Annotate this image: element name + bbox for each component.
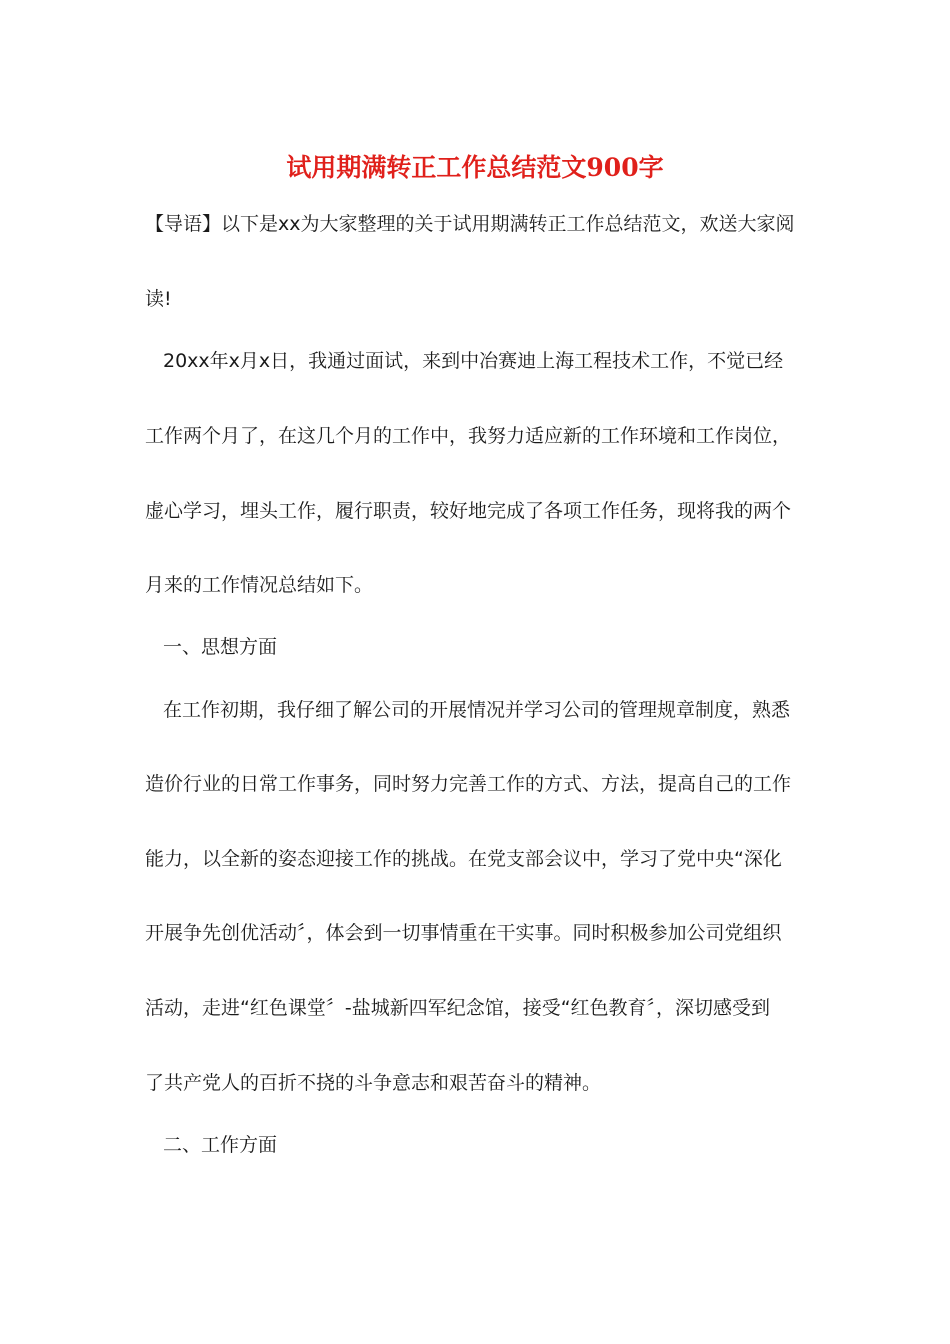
section-heading-2: 二、工作方面 bbox=[163, 1134, 278, 1156]
paragraph-2-line-3: 能力，以全新的姿态迎接工作的挑战。在党支部会议中，学习了党中央“深化 bbox=[145, 848, 782, 870]
paragraph-2-line-1: 在工作初期，我仔细了解公司的开展情况并学习公司的管理规章制度，熟悉 bbox=[163, 699, 791, 721]
section-heading-1: 一、思想方面 bbox=[163, 636, 278, 658]
intro-line-1: 【导语】以下是xx为大家整理的关于试用期满转正工作总结范文，欢送大家阅 bbox=[145, 213, 795, 235]
paragraph-2-line-4: 开展争先创优活动〞，体会到一切事情重在干实事。同时积极参加公司党组织 bbox=[145, 922, 782, 944]
paragraph-1-line-4: 月来的工作情况总结如下。 bbox=[145, 574, 374, 596]
document-title: 试用期满转正工作总结范文900字 bbox=[286, 153, 664, 182]
paragraph-2-line-2: 造价行业的日常工作事务，同时努力完善工作的方式、方法，提高自己的工作 bbox=[145, 773, 792, 795]
paragraph-1-line-1: 20xx年x月x日，我通过面试，来到中冶赛迪上海工程技术工作，不觉已经 bbox=[163, 350, 784, 372]
paragraph-2-line-5: 活动，走进“红色课堂〞-盐城新四军纪念馆，接受“红色教育〞，深切感受到 bbox=[145, 997, 771, 1019]
paragraph-2-line-6: 了共产党人的百折不挠的斗争意志和艰苦奋斗的精神。 bbox=[145, 1072, 602, 1094]
intro-line-2: 读! bbox=[145, 288, 172, 310]
paragraph-1-line-2: 工作两个月了，在这几个月的工作中，我努力适应新的工作环境和工作岗位， bbox=[145, 425, 792, 447]
paragraph-1-line-3: 虚心学习，埋头工作，履行职责，较好地完成了各项工作任务，现将我的两个 bbox=[145, 500, 792, 522]
